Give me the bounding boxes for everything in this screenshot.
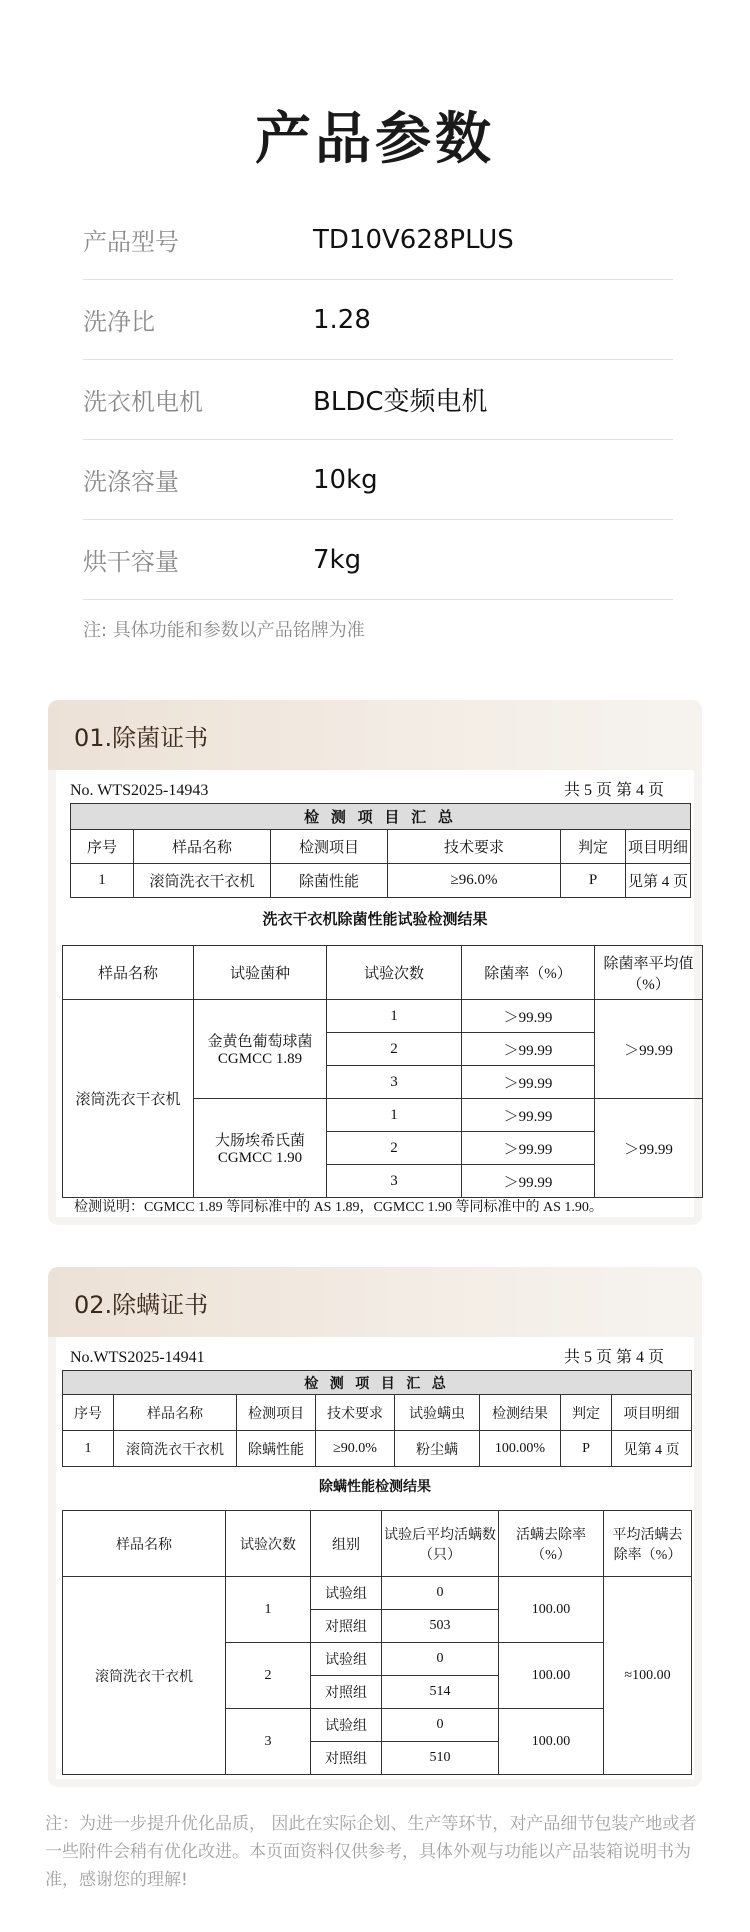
spec-key: 产品型号	[83, 228, 179, 256]
run-number: 2	[226, 1643, 311, 1709]
spec-key: 洗净比	[83, 308, 155, 336]
table-cell: 除螨性能	[237, 1431, 316, 1467]
table-cell: ≥96.0%	[388, 864, 561, 898]
average-rate: ＞99.99	[595, 1000, 703, 1099]
table-header: 项目明细	[626, 830, 691, 864]
result-caption: 除螨性能检测结果	[319, 1480, 431, 1495]
result-table	[62, 1510, 692, 1775]
table-cell: ≥90.0%	[316, 1431, 395, 1467]
spec-value: 1.28	[313, 304, 371, 335]
mite-count: 0	[382, 1709, 499, 1742]
group-name: 试验组	[311, 1709, 382, 1742]
table-cell: 见第 4 页	[626, 864, 691, 898]
table-header: 试验螨虫	[395, 1395, 480, 1431]
table-cell: P	[561, 864, 626, 898]
mite-count: 0	[382, 1577, 499, 1610]
page-title: 产品参数	[255, 107, 495, 172]
cert-document	[56, 1337, 694, 1779]
spec-key: 洗涤容量	[83, 468, 179, 496]
spec-note: 注: 具体功能和参数以产品铭牌为准	[83, 620, 365, 641]
run-number: 2	[327, 1132, 462, 1165]
spec-key: 烘干容量	[83, 548, 179, 576]
table-header: 试验次数	[226, 1511, 311, 1577]
sample-name: 滚筒洗衣干衣机	[63, 1000, 194, 1198]
table-header: 判定	[561, 830, 626, 864]
group-name: 对照组	[311, 1610, 382, 1643]
result-caption: 洗衣干衣机除菌性能试验检测结果	[262, 912, 488, 928]
table-header: 试验后平均活螨数（只）	[382, 1511, 499, 1577]
table-cell: 1	[71, 864, 134, 898]
disclaimer-note: 注：为进一步提升优化品质， 因此在实际企划、生产等环节，对产品细节包装产地或者一些附件会稍有优化改进。本页面资料仅供参考，具体外观与功能以产品装箱说明书为准，感谢您的理解!	[45, 1814, 697, 1890]
cert-heading: 02.除螨证书	[48, 1267, 702, 1337]
table-cell: 除菌性能	[271, 864, 388, 898]
removal-rate: 100.00	[499, 1643, 604, 1709]
removal-rate: ＞99.99	[462, 1033, 595, 1066]
mite-count: 0	[382, 1643, 499, 1676]
average-rate: ≈100.00	[604, 1577, 692, 1775]
removal-rate: 100.00	[499, 1577, 604, 1643]
doc-header	[70, 778, 664, 800]
doc-number: No. WTS2025-14943	[70, 782, 209, 799]
table-cell: 滚筒洗衣干衣机	[114, 1431, 237, 1467]
spec-row-wash-capacity	[83, 440, 673, 520]
table-header: 检测结果	[480, 1395, 561, 1431]
summary-title: 检 测 项 目 汇 总	[63, 1371, 692, 1395]
summary-table	[62, 1370, 692, 1467]
run-number: 1	[327, 1000, 462, 1033]
spec-value: 7kg	[313, 544, 362, 575]
table-cell: 滚筒洗衣干衣机	[134, 864, 271, 898]
table-header: 样品名称	[114, 1395, 237, 1431]
group-name: 试验组	[311, 1577, 382, 1610]
run-number: 3	[226, 1709, 311, 1775]
spec-value: BLDC变频电机	[313, 387, 488, 417]
table-header: 试验菌种	[194, 946, 327, 1000]
table-cell: 见第 4 页	[612, 1431, 692, 1467]
mite-count: 503	[382, 1610, 499, 1643]
page-info: 共 5 页 第 4 页	[563, 1349, 664, 1366]
strain-name: 大肠埃希氏菌 CGMCC 1.90	[194, 1099, 327, 1198]
summary-table	[70, 803, 691, 898]
group-name: 试验组	[311, 1643, 382, 1676]
sterilization-cert-card	[48, 700, 702, 1225]
cert-document	[56, 770, 694, 1217]
spec-row-motor	[83, 360, 673, 440]
table-header: 活螨去除率（%）	[499, 1511, 604, 1577]
test-footnote: 检测说明：CGMCC 1.89 等同标准中的 AS 1.89，CGMCC 1.90 等同标准中的 AS 1.90。	[74, 1200, 603, 1215]
spec-row-dry-capacity	[83, 520, 673, 600]
removal-rate: ＞99.99	[462, 1066, 595, 1099]
table-header: 技术要求	[316, 1395, 395, 1431]
mite-removal-cert-card	[48, 1267, 702, 1787]
cert-heading: 01.除菌证书	[48, 700, 702, 770]
run-number: 1	[327, 1099, 462, 1132]
table-header: 平均活螨去除率（%）	[604, 1511, 692, 1577]
doc-header	[70, 1345, 664, 1367]
run-number: 2	[327, 1033, 462, 1066]
table-header: 除菌率平均值（%）	[595, 946, 703, 1000]
removal-rate: 100.00	[499, 1709, 604, 1775]
table-cell: 粉尘螨	[395, 1431, 480, 1467]
table-header: 序号	[63, 1395, 114, 1431]
table-header: 样品名称	[134, 830, 271, 864]
spec-key: 洗衣机电机	[83, 388, 203, 416]
spec-row-model	[83, 200, 673, 280]
run-number: 1	[226, 1577, 311, 1643]
table-row	[71, 864, 691, 898]
table-header: 判定	[561, 1395, 612, 1431]
spec-row-wash-ratio	[83, 280, 673, 360]
group-name: 对照组	[311, 1676, 382, 1709]
mite-count: 514	[382, 1676, 499, 1709]
removal-rate: ＞99.99	[462, 1132, 595, 1165]
table-header: 序号	[71, 830, 134, 864]
sample-name: 滚筒洗衣干衣机	[63, 1577, 226, 1775]
spec-value: TD10V628PLUS	[313, 224, 514, 255]
page-info: 共 5 页 第 4 页	[563, 782, 664, 799]
table-header: 项目明细	[612, 1395, 692, 1431]
mite-count: 510	[382, 1742, 499, 1775]
table-header: 技术要求	[388, 830, 561, 864]
run-number: 3	[327, 1066, 462, 1099]
group-name: 对照组	[311, 1742, 382, 1775]
result-table	[62, 945, 703, 1198]
table-cell: 100.00%	[480, 1431, 561, 1467]
removal-rate: ＞99.99	[462, 1099, 595, 1132]
table-header: 检测项目	[237, 1395, 316, 1431]
doc-number: No.WTS2025-14941	[70, 1349, 205, 1366]
removal-rate: ＞99.99	[462, 1000, 595, 1033]
spec-table	[83, 200, 673, 600]
removal-rate: ＞99.99	[462, 1165, 595, 1198]
spec-value: 10kg	[313, 464, 378, 495]
table-header: 除菌率（%）	[462, 946, 595, 1000]
table-row	[63, 1431, 692, 1467]
run-number: 3	[327, 1165, 462, 1198]
table-cell: 1	[63, 1431, 114, 1467]
table-header: 检测项目	[271, 830, 388, 864]
average-rate: ＞99.99	[595, 1099, 703, 1198]
table-header: 样品名称	[63, 946, 194, 1000]
table-cell: P	[561, 1431, 612, 1467]
summary-title: 检 测 项 目 汇 总	[71, 804, 691, 830]
table-header: 组别	[311, 1511, 382, 1577]
table-header: 样品名称	[63, 1511, 226, 1577]
strain-name: 金黄色葡萄球菌 CGMCC 1.89	[194, 1000, 327, 1099]
table-header: 试验次数	[327, 946, 462, 1000]
